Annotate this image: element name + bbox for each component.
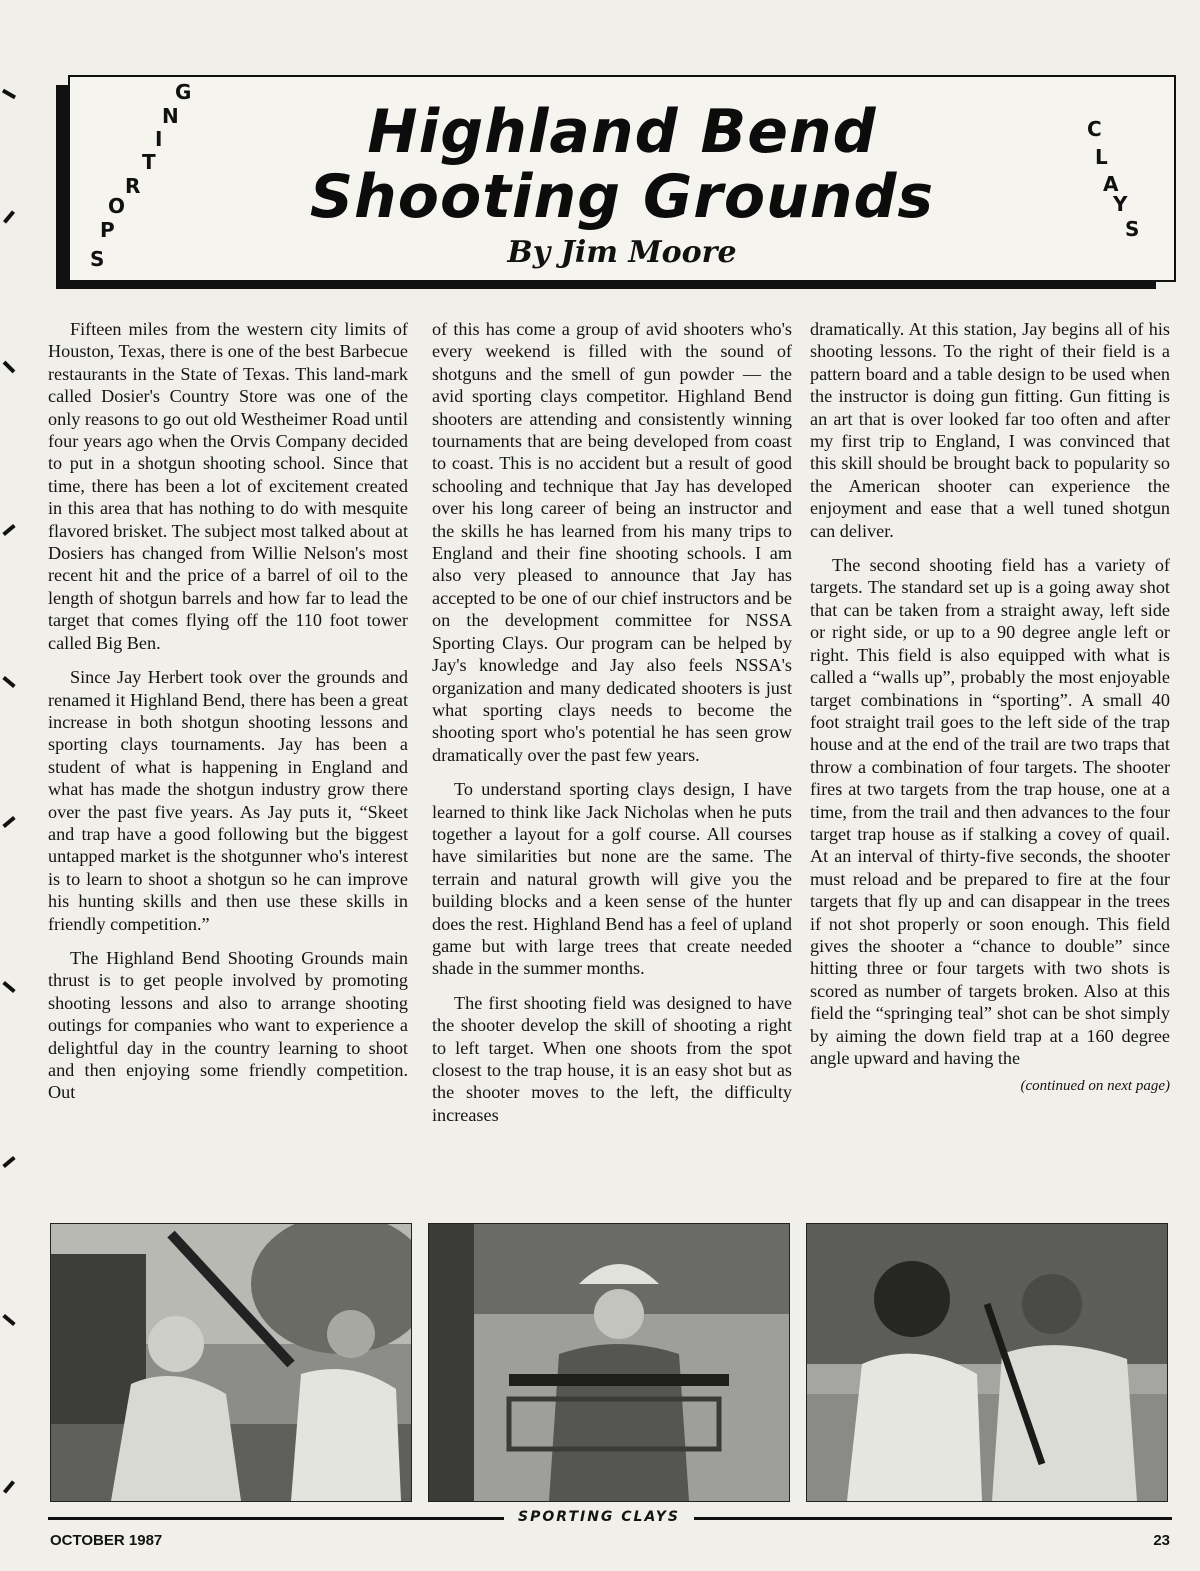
paragraph: Fifteen miles from the western city limits of Houston, Texas, there is one of the best Barbecue restaurants in the State of Texas. This land-mark called Dosier's Country Store was one of the only reasons to go out old Westheimer Road until four years ago when the Orvis Company decided to put in a shotgun shooting school. Since that time, there has been a lot of excitement created in this area that has nothing to do with mesquite flavored brisket. The subject most talked about at Dosiers has changed from Willie Nelson's most recent hit and the price of a barrel of oil to the length of shotgun barrels and how far to lead the target that comes flying off the 110 foot tower called Big Ben. [48, 319, 408, 653]
text-column-2 [432, 318, 792, 1138]
article-header [68, 75, 1176, 282]
text-column-1 [48, 318, 408, 1116]
margin-mark [3, 361, 16, 374]
continued-note: (continued on next page) [1020, 1078, 1170, 1095]
photo-instructor-with-shotgun [428, 1223, 790, 1502]
paragraph: The Highland Bend Shooting Grounds main thrust is to get people involved by promoting shooting lessons and also to arrange shooting outings for companies who want to experience a delightful day in the country learning to shoot and then enjoying some friendly competition. Out [48, 947, 408, 1103]
photo-image [51, 1224, 411, 1501]
stair-letter: L [1095, 145, 1108, 169]
margin-mark [2, 1314, 15, 1326]
photo-image [429, 1224, 789, 1501]
stair-letter: C [1087, 117, 1102, 141]
stair-letter: Y [1113, 192, 1128, 216]
stair-letter: R [125, 174, 141, 198]
margin-mark [2, 676, 15, 688]
paragraph: The first shooting field was designed to have the shooter develop the skill of shooting a right to left target. When one shoots from the spot closest to the trap house, it is an easy shot but as the shooter moves to the left, the difficulty increases [432, 992, 792, 1125]
stair-letter: G [175, 80, 192, 104]
margin-mark [2, 1156, 15, 1168]
stair-letter: P [100, 218, 115, 242]
margin-mark [3, 1480, 15, 1493]
page-number: 23 [1153, 1532, 1170, 1549]
byline: By Jim Moore [507, 235, 737, 270]
article-title-line2: Shooting Grounds [309, 162, 935, 232]
header-shadow [56, 85, 68, 287]
photo-instructor-gun-fitting [50, 1223, 412, 1502]
paragraph: To understand sporting clays design, I have learned to think like Jack Nicholas when he puts together a layout for a golf course. All courses have similarities but none are the same. The terrain and natural growth will give you the building blocks and a keen sense of the hunter does the rest. Highland Bend has a feel of upland game but with large trees that create needed shade in the summer months. [432, 779, 792, 979]
margin-mark [2, 524, 15, 536]
margin-mark [2, 816, 15, 828]
issue-date: OCTOBER 1987 [50, 1532, 163, 1549]
stair-letter: O [108, 194, 126, 218]
paragraph: dramatically. At this station, Jay begins all of his shooting lessons. To the right of their field is a pattern board and a table design to be used when the instructor is doing gun fitting. Gun fitting is an art that is over looked far too often and after my first trip to England, I was convinced that this skill should be brought back to popularity so the American shooter can experience the enjoyment and ease that a well tuned shotgun can deliver. [810, 319, 1170, 541]
magazine-name: SPORTING CLAYS [518, 1509, 680, 1525]
stair-letter: S [90, 247, 105, 271]
footer-rule [48, 1517, 504, 1520]
margin-mark [2, 981, 15, 993]
footer-rule [694, 1517, 1172, 1520]
margin-mark [2, 89, 16, 99]
paragraph: The second shooting field has a variety of targets. The standard set up is a going away shot that can be taken from a straight away, left side or right side, or up to a 90 degree angle left or right. This field is also equipped with what is called a “walls up”, probably the most enjoyable target combinations in “sporting”. A small 40 foot straight trail goes to the left side of the trap house and at the end of the trail are two traps that throw a combination of four targets. The shooter fires at two targets from the trap house, one at a time, from the trail and then advances to the four target trap house as if stalking a covey of quail. At an interval of thirty-five seconds, the shooter must reload and be prepared to fire at the four targets that fly up and can disappear in the trees if not shot properly or soon enough. This field gives the shooter a “chance to double” since hitting three or four targets with two shots is scored as number of targets broken. Also at this field the “springing teal” shot can be shot simply by aiming the down field trap at a 160 degree angle upward and having the [810, 555, 1170, 1068]
photo-shooters-talking [806, 1223, 1168, 1502]
stair-letter: N [162, 104, 179, 128]
stair-letter: T [142, 150, 156, 174]
margin-mark [3, 210, 15, 223]
stair-letter: S [1125, 217, 1140, 241]
stair-letter: I [155, 127, 163, 151]
article-title-line1: Highland Bend [367, 97, 877, 167]
paragraph: of this has come a group of avid shooters who's every weekend is filled with the sound of shotguns and the smell of gun powder — the avid sporting clays competitor. Highland Bend shooters are attending and consistently winning tournaments that are being developed from coast to coast. This is no accident but a result of good schooling and technique that Jay has developed over his long career of being an instructor and the skills he has learned from his many trips to England and their fine shooting schools. I am also very pleased to announce that Jay has accepted to be one of our chief instructors and be on the development committee for NSSA Sporting Clays. Our program can be helped by Jay's knowledge and Jay also feels NSSA's organization and many dedicated shooters is just what sporting clays needs to become the shooting sport who's potential he has seen grow dramatically over the past few years. [432, 319, 792, 765]
paragraph: Since Jay Herbert took over the grounds and renamed it Highland Bend, there has been a great increase in both shotgun shooting lessons and sporting clays tournaments. Jay has been a student of what is happening in England and what has made the shotgun industry grow there over the past five years. As Jay puts it, “Skeet and trap have a good following but the biggest untapped market is the shotgunner who's interest is to learn to shoot a shotgun so he can improve his hunting skills and then use these skills in friendly competition.” [48, 667, 408, 934]
stair-letter: A [1103, 172, 1119, 196]
text-column-3 [810, 318, 1170, 1098]
photo-image [807, 1224, 1167, 1501]
